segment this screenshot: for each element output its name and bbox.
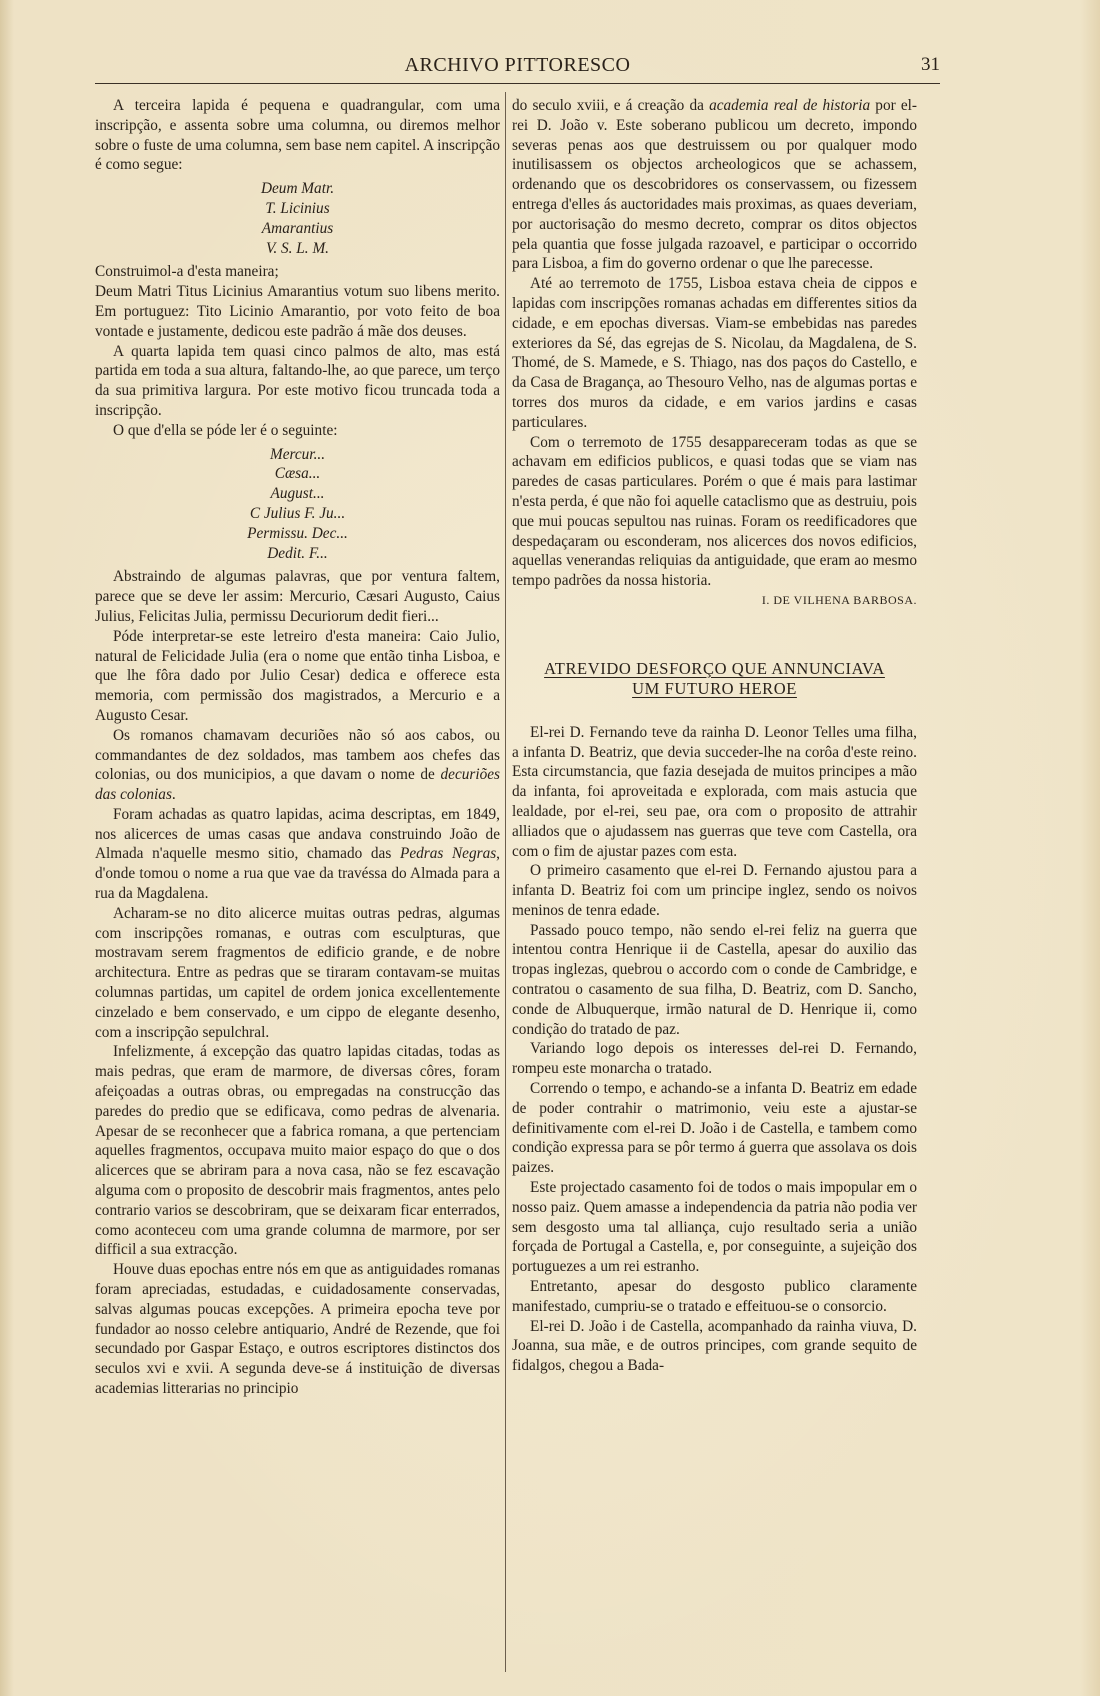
paragraph: Construimol-a d'esta maneira; [95, 263, 279, 281]
column-divider [505, 92, 506, 1672]
header-rule [95, 83, 940, 84]
inscription-line: Mercur... [269, 445, 326, 463]
paragraph: A quarta lapida tem quasi cinco palmos de alto, mas está partida em toda a sua altura, faltando-lhe, ao que parece, um terço da sua primitiva largura. Por este motivo ficou truncada toda a inscripção. [95, 342, 500, 419]
article-title-line: UM FUTURO HEROE [632, 678, 797, 698]
paragraph: A terceira lapida é pequena e quadrangular, com uma inscripção, e assenta sobre uma columna, ou diremos melhor sobre o fuste de uma columna, sem base nem capitel. A inscripção é como segue: [95, 97, 500, 174]
paragraph: Variando logo depois os interesses del-rei D. Fernando, rompeu este monarcha o tratado. [512, 1040, 917, 1078]
paragraph [512, 96, 917, 274]
inscription-line: Deum Matr. [260, 180, 335, 198]
paragraph: O primeiro casamento que el-rei D. Fernando ajustou para a infanta D. Beatriz foi com um principe inglez, sendo os noivos meninos de tenra edade. [512, 862, 917, 919]
paragraph: Póde interpretar-se este letreiro d'esta maneira: Caio Julio, natural de Felicidade Julia (era o nome que então tinha Lisboa, e que lhe fôra dado por Julio Cesar) dedica e offerece esta memoria, com permissão dos magistrados, a Mercurio e a Augusto Cesar. [95, 627, 500, 724]
inscription-line: C Julius F. Ju... [249, 504, 346, 522]
text-run: . [171, 786, 176, 804]
paragraph: O que d'ella se póde ler é o seguinte: [113, 421, 338, 439]
paragraph: Deum Matri Titus Licinius Amarantius votum suo libens merito. Em portuguez: Tito Licinio Amarantio, por voto feito de boa vontade e justamente, dedicou este padrão á mãe dos deuses. [95, 283, 500, 340]
paragraph: Com o terremoto de 1755 desappareceram todas as que se achavam em edificios publicos, e quasi todas que se viam nas paredes de casas particulares. Porém o que é mais para lastimar n'esta perda, é que não foi aquelle cataclismo que as destruiu, pois que mui poucas sepultou nas ruinas. Foram os reedificadores que despedaçaram ou esconderam, nos alicerces dos novos edificios, aquellas venerandas reliquias da antiguidade, que eram ao mesmo tempo padrões da nossa historia. [512, 433, 918, 590]
article-title-line: ATREVIDO DESFORÇO QUE ANNUNCIAVA [544, 658, 885, 678]
inscription-line: Permissu. Dec... [247, 524, 348, 542]
section-spacer [512, 611, 917, 659]
paragraph: Este projectado casamento foi de todos o mais impopular em o nosso paiz. Quem amasse a independencia da patria não podia ver sem desgosto uma tal alliança, cujo resultado seria a união forçada de Portugal a Castella, e, por conseguinte, a sujeição dos portuguezes a um rei estranho. [512, 1179, 917, 1276]
paragraph: Até ao terremoto de 1755, Lisboa estava cheia de cippos e lapidas com inscripções romanas achadas em differentes sitios da cidade, e em epochas diversas. Viam-se embebidas nas paredes exteriores da Sé, das egrejas de S. Nicolau, da Magdalena, de S. Thomé, de S. Mamede, e S. Thiago, nas dos paços do Castello, e da Casa de Bragança, ao Thesouro Velho, nas de algumas portas e torres dos muros da cidade, e em varios jardins e casas particulares. [512, 275, 917, 431]
italic-term: decuriões das colonias [95, 766, 500, 804]
paragraph: Passado pouco tempo, não sendo el-rei feliz na guerra que intentou contra Henrique ii de Castella, apesar do auxilio das tropas inglezas, quebrou o accordo com o conde de Cambridge, e contratou o casamento de sua filha, D. Beatriz, com D. Sancho, conde de Albuquerque, irmão natural de D. Henrique ii, como condição do tratado de paz. [512, 921, 917, 1038]
text-run: por el-rei D. João v. Este soberano publicou um decreto, impondo severas penas aos que destruissem ou por qualquer modo inutilisassem os objectos archeologicos que se achassem, ordenando que os descobridores os conservassem, ou fizessem entrega d'elles ás auctoridades mais proximas, as quaes deveriam, por auctorisação do mesmo decreto, comprar os ditos objectos pela quantia que fosse julgada razoavel, e participar o occorrido para Lisboa, a fim do governo ordenar o que lhe parecesse. [512, 97, 917, 273]
paragraph [95, 805, 500, 904]
inscription-line: Cæsa... [274, 465, 321, 483]
inscription-line: V. S. L. M. [265, 239, 330, 257]
inscription-line: T. Licinius [265, 199, 330, 217]
inscription-line: Amarantius [261, 219, 334, 237]
text-run: Foram achadas as quatro lapidas, acima descriptas, em 1849, nos alicerces de umas casas que andava construindo João de Almada n'aquelle mesmo sitio, chamado das [95, 805, 500, 863]
italic-term: academia real de historia [709, 97, 871, 114]
paragraph: Correndo o tempo, e achando-se a infanta D. Beatriz em edade de poder contrahir o matrimonio, veiu este a ajustar-se definitivamente com el-rei D. João i de Castella, e tambem como condição expressa para se pôr termo á guerra que assolava os dois paizes. [512, 1080, 917, 1177]
paragraph [95, 726, 500, 805]
text-run: Os romanos chamavam decuriões não só aos cabos, ou commandantes de dez soldados, mas tambem aos chefes das colonias, ou dos municipios, a que davam o nome de [95, 726, 500, 784]
text-run: , d'onde tomou o nome a rua que vae da travéssa do Almada para a rua da Magdalena. [95, 845, 500, 903]
paragraph: Entretanto, apesar do desgosto publico claramente manifestado, cumpriu-se o tratado e effeituou-se o consorcio. [512, 1278, 917, 1315]
page-number: 31 [921, 54, 940, 75]
text-run: do seculo xviii, e á creação da [512, 97, 710, 114]
paragraph: El-rei D. João i de Castella, acompanhado da rainha viuva, D. Joanna, sua mãe, e de outros principes, com grande sequito de fidalgos, chegou a Bada- [512, 1317, 917, 1375]
right-column [512, 96, 917, 1376]
author-signature: I. DE VILHENA BARBOSA. [761, 592, 917, 607]
inscription-first [95, 179, 500, 258]
paragraph: El-rei D. Fernando teve da rainha D. Leonor Telles uma filha, a infanta D. Beatriz, que devia succeder-lhe na corôa d'este reino. Esta circumstancia, que fazia desejada de muitos principes a mão da infanta, foi aproveitada e explorada, com mais astucia que lealdade, por el-rei, seu pae, ora com o proposito de attrahir alliados que o ajudassem nas guerras que teve com Castella, ora com o fim de ajustar pazes com esta. [512, 723, 917, 860]
running-head: ARCHIVO PITTORESCO [404, 54, 631, 76]
paragraph: Infelizmente, á excepção das quatro lapidas citadas, todas as mais pedras, que eram de marmore, de diversas côres, foram afeiçoadas a outras obras, ou empregadas na construcção das paredes do predio que se edificava, como pedras de alvenaria. Apesar de se reconhecer que a fabrica romana, a que pertenciam aquelles fragmentos, occupava muito maior espaço do que o dos alicerces que se abriram para a nova casa, não se fez escavação alguma com o proposito de descobrir mais fragmentos, antes pelo contrario varios se descobriram, que se deixaram ficar enterrados, como aconteceu com uma grande columna de marmore, por ser difficil a sua extracção. [95, 1043, 500, 1259]
left-column [95, 96, 500, 1399]
paragraph: Houve duas epochas entre nós em que as antiguidades romanas foram apreciadas, estudadas, e cuidadosamente conservadas, salvas algumas poucas excepções. A primeira epocha teve por fundador ao nosso celebre antiquario, André de Rezende, que foi secundado por Gaspar Estaço, e outros escriptores distinctos dos seculos xvi e xvii. A segunda deve-se á instituição de diversas academias litterarias no principio [95, 1261, 500, 1397]
page-header [95, 54, 940, 84]
paragraph: Abstraindo de algumas palavras, que por ventura faltem, parece que se deve ler assim: Mercurio, Cæsari Augusto, Caius Julius, Felicitas Julia, permissu Decuriorum dedit fieri... [95, 568, 500, 625]
inscription-line: Dedit. F... [267, 544, 328, 562]
inscription-second [95, 445, 500, 564]
article-title [512, 659, 917, 699]
inscription-line: August... [270, 485, 325, 503]
paragraph: Acharam-se no dito alicerce muitas outras pedras, algumas com inscripções romanas, e outras com esculpturas, que mostravam serem fragmentos de edificio grande, e de nobre architectura. Entre as pedras que se tiraram contavam-se muitas columnas partidas, um capitel de ordem jonica excellentemente cinzelado e bem conservado, e um cippo de elegante desenho, com a inscripção sepulchral. [95, 904, 500, 1041]
italic-term: Pedras Negras [399, 845, 497, 863]
